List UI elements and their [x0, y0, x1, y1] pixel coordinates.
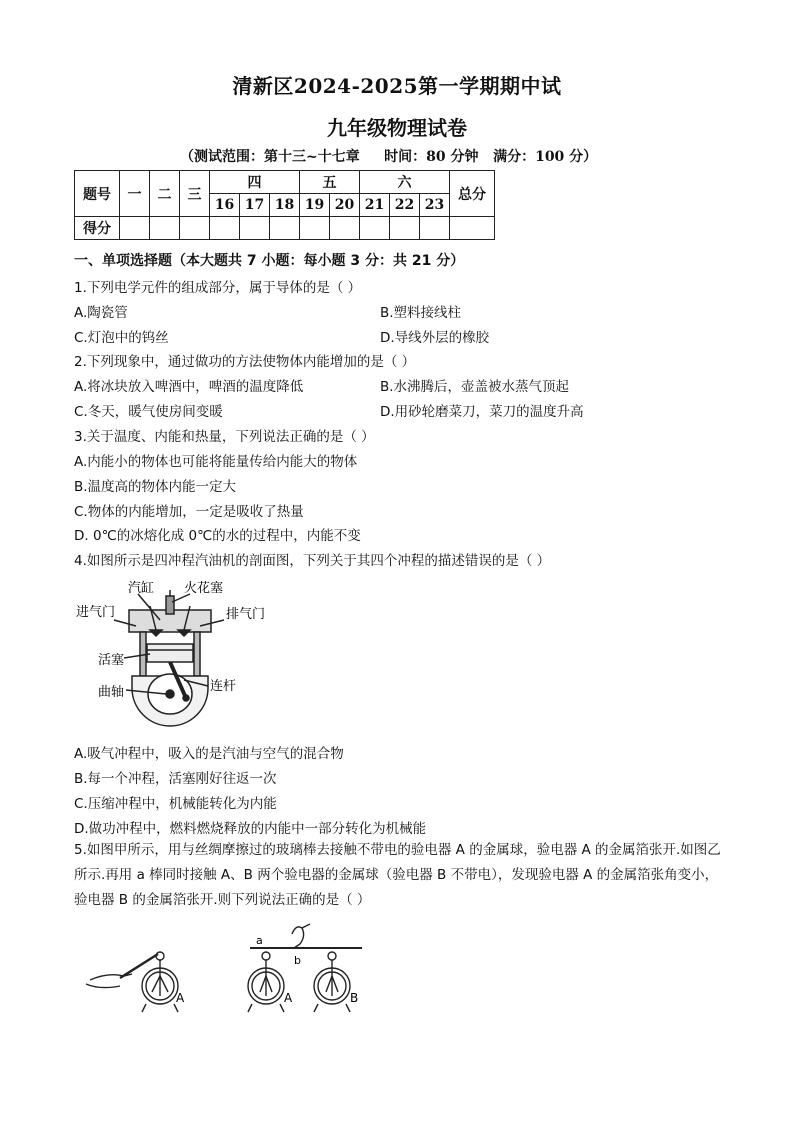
label-electroscope-a2: A — [284, 991, 293, 1005]
label-electroscope-a: A — [176, 991, 185, 1005]
score-input[interactable] — [180, 217, 210, 240]
score-table-header: 总分 — [450, 171, 495, 217]
label-connecting-rod: 连杆 — [210, 679, 237, 694]
option-b[interactable]: B.塑料接线柱 — [380, 305, 462, 321]
option-b[interactable]: B.每一个冲程，活塞刚好往返一次 — [74, 771, 277, 787]
option-a[interactable]: A.陶瓷管 — [74, 305, 128, 321]
score-table-header: 一 — [120, 171, 150, 217]
score-table-cell: 18 — [270, 194, 300, 217]
option-a[interactable]: A.吸气冲程中，吸入的是汽油与空气的混合物 — [74, 746, 344, 762]
score-table-header: 三 — [180, 171, 210, 217]
question-stem: 1.下列电学元件的组成部分，属于导体的是（ ） — [74, 280, 362, 296]
score-input[interactable] — [330, 217, 360, 240]
option-c[interactable]: C.冬天，暖气使房间变暖 — [74, 404, 223, 420]
score-input[interactable] — [150, 217, 180, 240]
score-table-header: 五 — [300, 171, 360, 194]
exam-subtitle: 九年级物理试卷 — [327, 116, 467, 140]
score-input[interactable] — [450, 217, 495, 240]
score-table-cell: 17 — [240, 194, 270, 217]
score-table-cell: 21 — [360, 194, 390, 217]
label-electroscope-b: B — [350, 991, 359, 1005]
score-table — [74, 170, 495, 240]
electroscope-diagram — [80, 920, 380, 1020]
label-spark-plug: 火花塞 — [184, 581, 224, 596]
score-table-cell: 16 — [210, 194, 240, 217]
question-stem: 3.关于温度、内能和热量，下列说法正确的是（ ） — [74, 429, 375, 445]
option-d[interactable]: D. 0℃的冰熔化成 0℃的水的过程中，内能不变 — [74, 528, 361, 544]
option-c[interactable]: C.压缩冲程中，机械能转化为内能 — [74, 796, 277, 812]
label-rod-b: b — [294, 954, 301, 967]
question-stem: 2.下列现象中，通过做功的方法使物体内能增加的是（ ） — [74, 354, 416, 370]
score-input[interactable] — [390, 217, 420, 240]
label-exhaust-valve: 排气门 — [226, 607, 266, 622]
score-input[interactable] — [240, 217, 270, 240]
option-d[interactable]: D.用砂轮磨菜刀，菜刀的温度升高 — [380, 404, 584, 420]
option-a[interactable]: A.内能小的物体也可能将能量传给内能大的物体 — [74, 454, 358, 470]
option-c[interactable]: C.物体的内能增加，一定是吸收了热量 — [74, 504, 304, 520]
question-stem: 4.如图所示是四冲程汽油机的剖面图，下列关于其四个冲程的描述错误的是（ ） — [74, 553, 551, 569]
score-table-cell: 20 — [330, 194, 360, 217]
score-input[interactable] — [210, 217, 240, 240]
option-a[interactable]: A.将冰块放入啤酒中，啤酒的温度降低 — [74, 379, 304, 395]
score-row-label: 得分 — [75, 217, 120, 240]
score-input[interactable] — [270, 217, 300, 240]
label-intake-valve: 进气门 — [76, 605, 116, 620]
exam-title: 清新区2024-2025第一学期期中试 — [232, 74, 562, 98]
option-c[interactable]: C.灯泡中的钨丝 — [74, 330, 169, 346]
score-table-header: 六 — [360, 171, 450, 194]
score-input[interactable] — [120, 217, 150, 240]
exam-scope: （测试范围：第十三~十七章 时间：80 分钟 满分：100 分） — [180, 149, 598, 165]
score-table-header: 四 — [210, 171, 300, 194]
score-input[interactable] — [360, 217, 390, 240]
option-d[interactable]: D.导线外层的橡胶 — [380, 330, 490, 346]
score-table-cell: 23 — [420, 194, 450, 217]
label-rod-a: a — [256, 934, 263, 947]
score-table-cell: 22 — [390, 194, 420, 217]
question-stem: 5.如图甲所示，用与丝绸摩擦过的玻璃棒去接触不带电的验电器 A 的金属球，验电器 A 的金属箔张开.如图乙所示.再用 a 棒同时接触 A、B 两个验电器的金属球（验电器 B 不带电），发现验电器 A 的金属箔张角变小，验电器 B 的金属箔张开.则下列说法正确的是（ ） — [74, 842, 721, 908]
score-input[interactable] — [420, 217, 450, 240]
label-cylinder: 汽缸 — [128, 581, 155, 596]
label-crankshaft: 曲轴 — [98, 685, 125, 700]
engine-diagram — [74, 576, 274, 736]
score-table-header: 二 — [150, 171, 180, 217]
score-input[interactable] — [300, 217, 330, 240]
label-piston: 活塞 — [98, 653, 125, 668]
score-table-header: 题号 — [75, 171, 120, 217]
score-table-cell: 19 — [300, 194, 330, 217]
option-b[interactable]: B.温度高的物体内能一定大 — [74, 479, 237, 495]
option-d[interactable]: D.做功冲程中，燃料燃烧释放的内能中一部分转化为机械能 — [74, 821, 427, 837]
section-heading: 一、单项选择题（本大题共 7 小题：每小题 3 分：共 21 分） — [74, 253, 465, 269]
option-b[interactable]: B.水沸腾后，壶盖被水蒸气顶起 — [380, 379, 570, 395]
